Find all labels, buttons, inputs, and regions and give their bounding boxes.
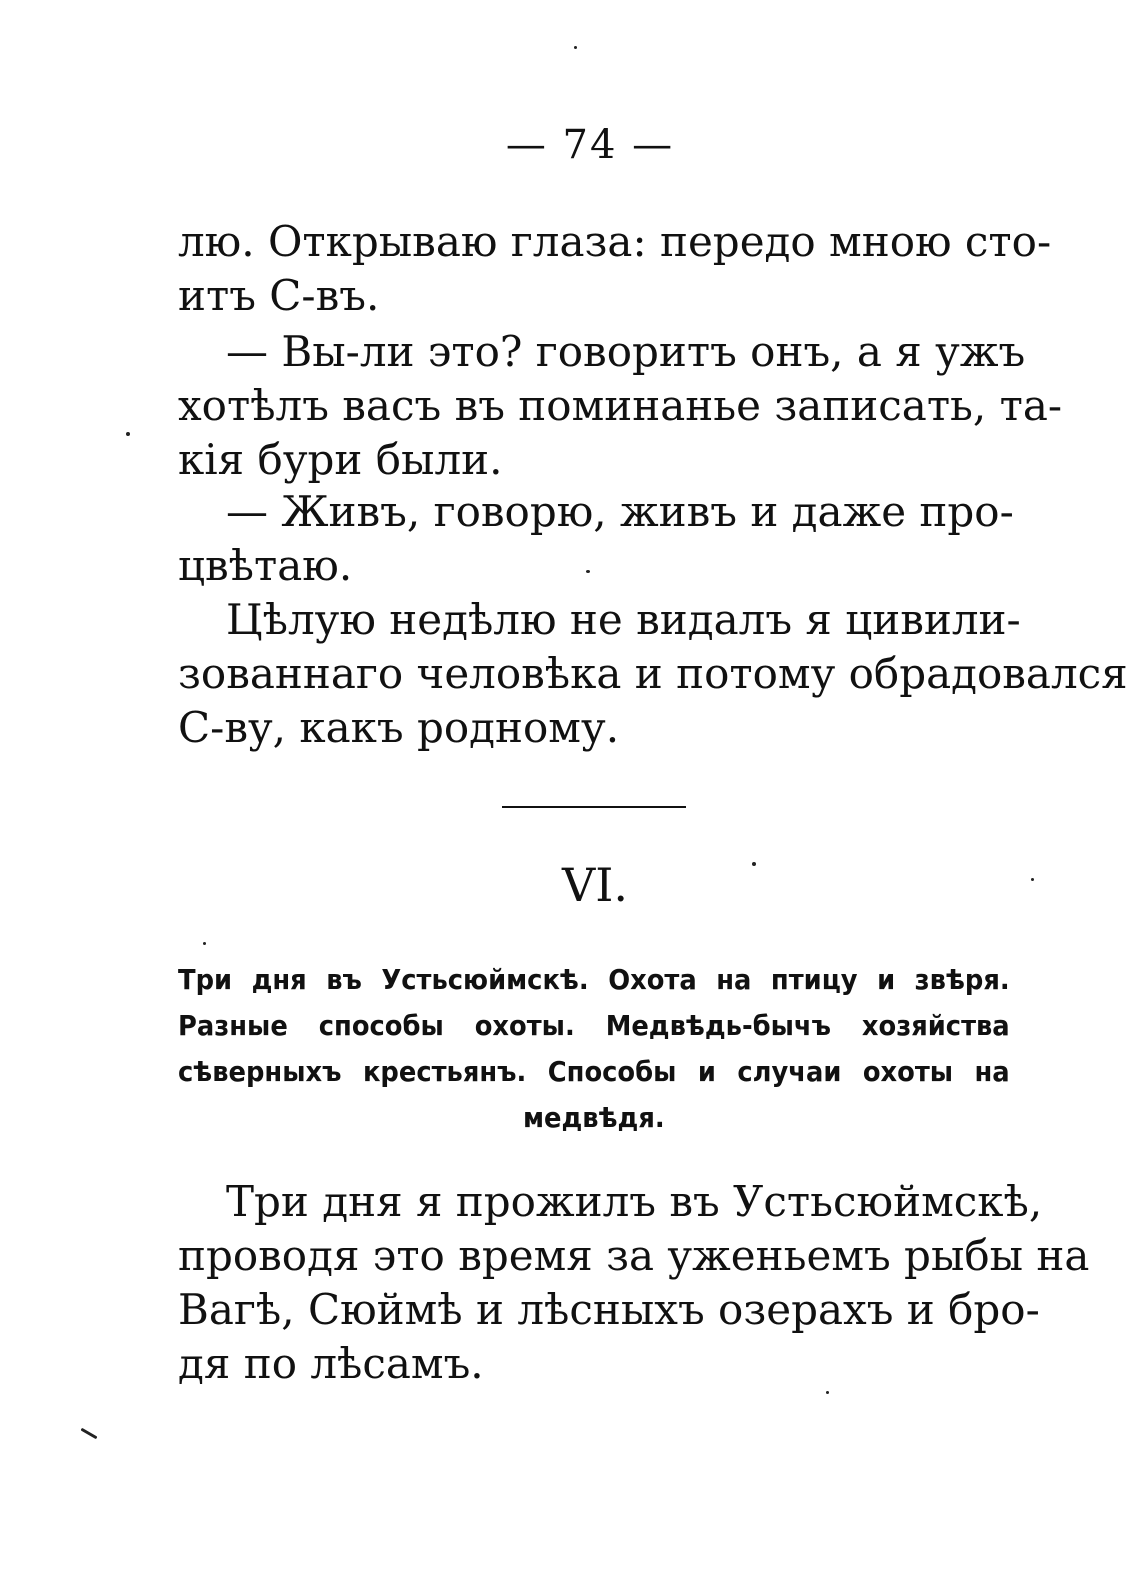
scan-speck: [203, 942, 206, 945]
text-line: — Живъ, говорю, живъ и даже про-: [226, 487, 1014, 536]
summary-line: медвѣдя.: [522, 1101, 665, 1134]
text-line: кія бури были.: [178, 435, 503, 484]
section-separator: [502, 806, 686, 808]
text-line: — Вы-ли это? говоритъ онъ, а я ужъ: [226, 327, 1026, 376]
text-line: хотѣлъ васъ въ поминанье записать, та-: [178, 381, 1063, 430]
page-number: — 74 —: [505, 122, 675, 168]
text-line: зованнаго человѣка и потому обрадовался: [178, 649, 1128, 698]
chapter-summary: [178, 957, 1010, 1141]
summary-line: Три дня въ Устьсюймскѣ. Охота на птицу и звѣря.: [178, 963, 1010, 996]
scan-speck: [752, 862, 756, 866]
scan-speck: [586, 570, 590, 573]
text-line: Три дня я прожилъ въ Устьсюймскѣ,: [226, 1177, 1043, 1226]
text-line: Вагѣ, Сюймѣ и лѣсныхъ озерахъ и бро-: [178, 1285, 1040, 1334]
scan-speck: [126, 432, 130, 436]
text-line: дя по лѣсамъ.: [178, 1339, 484, 1388]
summary-line: сѣверныхъ крестьянъ. Способы и случаи охоты на: [178, 1055, 1010, 1088]
text-line: цвѣтаю.: [178, 541, 353, 590]
paragraph-2: [178, 325, 1063, 487]
paragraph-1: [178, 215, 1052, 323]
chapter-number: VI.: [561, 858, 628, 912]
chapter-first-paragraph: [178, 1175, 1090, 1391]
text-line: лю. Открываю глаза: передо мною сто-: [178, 217, 1052, 266]
scan-speck: [826, 1391, 829, 1394]
scan-speck: [574, 46, 577, 49]
scan-speck: [80, 1428, 97, 1440]
text-line: проводя это время за уженьемъ рыбы на: [178, 1231, 1090, 1280]
text-line: итъ С-въ.: [178, 271, 380, 320]
summary-line: Разные способы охоты. Медвѣдь-бычъ хозяйства: [178, 1009, 1010, 1042]
paragraph-4: [178, 593, 1128, 755]
text-line: Цѣлую недѣлю не видалъ я цивили-: [226, 595, 1021, 644]
scan-speck: [1031, 878, 1034, 881]
text-line: С-ву, какъ родному.: [178, 703, 620, 752]
paragraph-3: [178, 485, 1014, 593]
